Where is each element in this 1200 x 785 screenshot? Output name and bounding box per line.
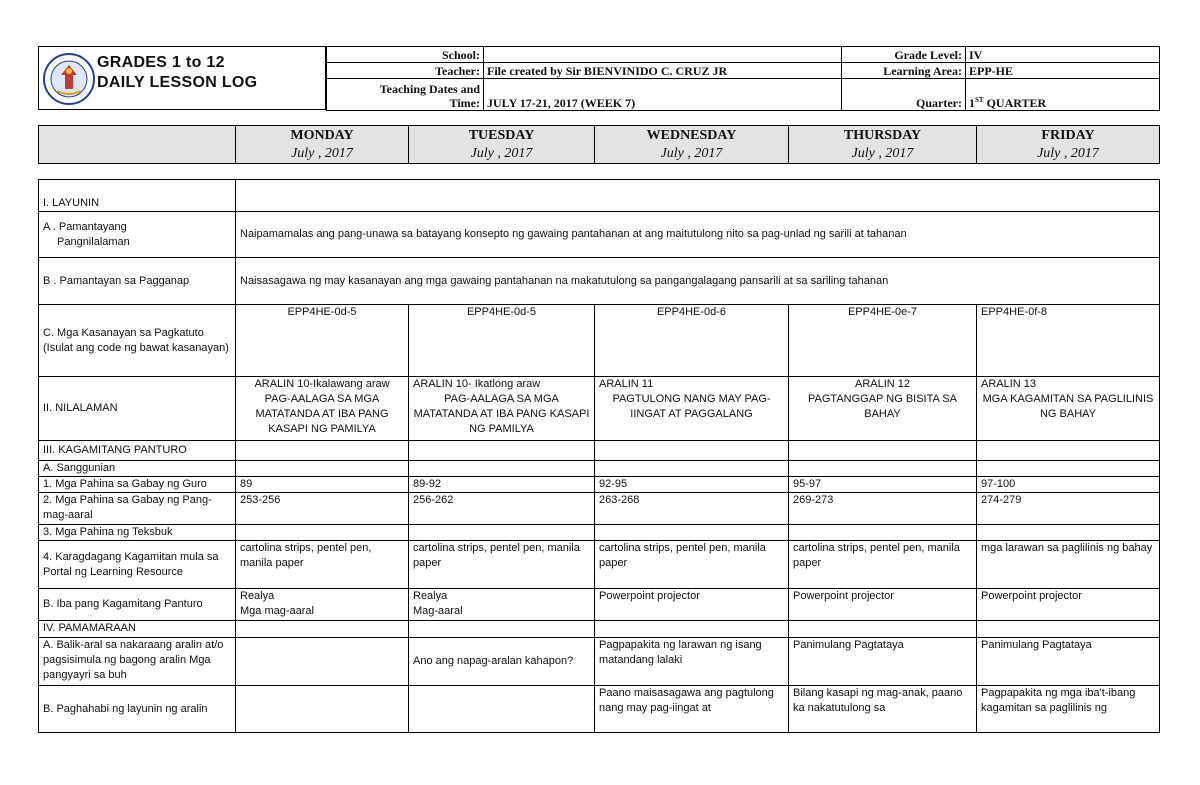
- table-cell[interactable]: [789, 441, 977, 461]
- table-cell[interactable]: [789, 461, 977, 477]
- table-cell[interactable]: Pagpapakita ng mga iba't-ibang kagamitan sa paglilinis ng: [977, 686, 1160, 733]
- day-name: TUESDAY: [468, 127, 535, 143]
- table-cell[interactable]: Paano maisasagawa ang pagtulong nang may pag-iingat at: [595, 686, 789, 733]
- table-cell[interactable]: [789, 621, 977, 638]
- school-label: School:: [327, 47, 484, 63]
- teaching-dates-label-line2: Time:: [449, 96, 480, 110]
- table-cell[interactable]: [977, 461, 1160, 477]
- table-cell[interactable]: 274-279: [977, 493, 1160, 525]
- table-cell[interactable]: [789, 525, 977, 541]
- table-cell[interactable]: 89-92: [409, 477, 595, 493]
- day-tuesday: [409, 126, 595, 164]
- aralin-cell[interactable]: [595, 377, 789, 441]
- table-row: [39, 441, 1160, 461]
- table-cell[interactable]: 253-256: [236, 493, 409, 525]
- row-label-pamantayang-pangnilalaman: [39, 212, 236, 258]
- code-cell[interactable]: EPP4HE-0d-5: [236, 305, 409, 377]
- table-cell[interactable]: [789, 589, 977, 621]
- learning-area-field[interactable]: EPP-HE: [966, 63, 1160, 79]
- grade-level-label: Grade Level:: [842, 47, 966, 63]
- title-daily-lesson-log: DAILY LESSON LOG: [97, 74, 258, 91]
- table-cell[interactable]: cartolina strips, pentel pen, manila paper: [595, 541, 789, 589]
- label-line: Pangnilalaman: [57, 235, 130, 248]
- pamantayan-sa-pagganap-content[interactable]: Naisasagawa ng may kasanayan ang mga gawaing pantahanan na makatutulong sa pangangalagang pansarili at sa sariling tahanan: [236, 258, 1160, 305]
- table-row: [39, 638, 1160, 686]
- day-date: July , 2017: [660, 145, 723, 161]
- quarter-number: 1: [969, 96, 975, 110]
- aralin-cell[interactable]: [409, 377, 595, 441]
- table-row: [39, 541, 1160, 589]
- aralin-cell[interactable]: [977, 377, 1160, 441]
- table-cell[interactable]: 97-100: [977, 477, 1160, 493]
- aralin-title: ARALIN 10- Ikatlong araw: [413, 378, 541, 390]
- code-cell[interactable]: EPP4HE-0d-6: [595, 305, 789, 377]
- table-cell[interactable]: [409, 441, 595, 461]
- table-cell[interactable]: [595, 441, 789, 461]
- table-cell[interactable]: mga larawan sa paglilinis ng bahay: [977, 541, 1160, 589]
- code-cell[interactable]: EPP4HE-0f-8: [977, 305, 1160, 377]
- row-label-karagdagang-kagamitan: 4. Karagdagang Kagamitan mula sa Portal ng Learning Resource: [39, 541, 236, 589]
- day-date: July , 2017: [851, 145, 914, 161]
- table-cell[interactable]: [236, 525, 409, 541]
- aralin-cell[interactable]: [789, 377, 977, 441]
- title-grades: GRADES 1 to 12: [97, 54, 225, 71]
- aralin-topic: PAG-AALAGA SA MGA MATATANDA AT IBA PANG KASAPI NG PAMILYA: [413, 393, 590, 435]
- table-cell[interactable]: cartolina strips, pentel pen, manila paper: [236, 541, 409, 589]
- table-cell[interactable]: Panimulang Pagtataya: [789, 638, 977, 686]
- table-cell[interactable]: 269-273: [789, 493, 977, 525]
- row-label-sanggunian: A. Sanggunian: [39, 461, 236, 477]
- table-row: [39, 477, 1160, 493]
- aralin-topic: PAGTANGGAP NG BISITA SA BAHAY: [808, 393, 957, 420]
- day-name: WEDNESDAY: [646, 127, 737, 143]
- table-cell[interactable]: 89: [236, 477, 409, 493]
- table-row: [39, 621, 1160, 638]
- header-info-table: [326, 46, 1160, 111]
- row-label-gabay-mag-aaral: 2. Mga Pahina sa Gabay ng Pang-mag-aaral: [39, 493, 236, 525]
- aralin-topic: PAGTULONG NANG MAY PAG-IINGAT AT PAGGALANG: [612, 393, 771, 420]
- table-cell[interactable]: [977, 589, 1160, 621]
- table-row: [39, 305, 1160, 377]
- table-row: [39, 212, 1160, 258]
- cell-line: Powerpoint projector: [599, 590, 700, 602]
- row-label-iba-pang-kagamitan: B. Iba pang Kagamitang Panturo: [39, 589, 236, 621]
- cell-line: Mag-aaral: [413, 605, 463, 617]
- table-cell[interactable]: [977, 441, 1160, 461]
- table-cell[interactable]: [236, 589, 409, 621]
- row-label-pamamaraan: IV. PAMAMARAAN: [39, 621, 236, 638]
- days-header-blank: [39, 126, 236, 164]
- table-cell[interactable]: [409, 621, 595, 638]
- quarter-field[interactable]: [966, 79, 1160, 111]
- table-row: [39, 686, 1160, 733]
- teacher-field[interactable]: File created by Sir BIENVINIDO C. CRUZ JR: [484, 63, 842, 79]
- table-cell[interactable]: [236, 686, 409, 733]
- table-cell[interactable]: [595, 589, 789, 621]
- cell-line: Realya: [240, 590, 275, 602]
- table-row: [39, 525, 1160, 541]
- day-thursday: [789, 126, 977, 164]
- table-cell[interactable]: [977, 621, 1160, 638]
- table-cell[interactable]: Ano ang napag-aralan kahapon?: [409, 638, 595, 686]
- day-date: July , 2017: [291, 145, 353, 161]
- teaching-dates-label-line1: Teaching Dates and: [379, 82, 480, 96]
- row-label-layunin: I. LAYUNIN: [39, 180, 236, 212]
- day-name: MONDAY: [290, 127, 354, 143]
- table-cell[interactable]: [409, 589, 595, 621]
- quarter-ordinal: ST: [975, 96, 984, 104]
- table-cell[interactable]: Pagpapakita ng larawan ng isang matandang lalaki: [595, 638, 789, 686]
- table-cell[interactable]: cartolina strips, pentel pen, manila paper: [409, 541, 595, 589]
- row-label-gabay-guro: 1. Mga Pahina sa Gabay ng Guro: [39, 477, 236, 493]
- table-cell[interactable]: [409, 686, 595, 733]
- days-header-table: [38, 125, 1160, 164]
- table-cell[interactable]: [595, 525, 789, 541]
- school-field[interactable]: [484, 47, 842, 63]
- row-label-nilalaman: II. NILALAMAN: [39, 377, 236, 441]
- table-cell[interactable]: [409, 461, 595, 477]
- code-cell[interactable]: EPP4HE-0d-5: [409, 305, 595, 377]
- aralin-topic: MGA KAGAMITAN SA PAGLILINIS NG BAHAY: [982, 393, 1154, 420]
- row-label-paghahabi: B. Paghahabi ng layunin ng aralin: [39, 686, 236, 733]
- day-friday: [977, 126, 1160, 164]
- teacher-label: Teacher:: [327, 63, 484, 79]
- table-row: [39, 589, 1160, 621]
- table-cell[interactable]: [409, 525, 595, 541]
- deped-seal-icon: [43, 51, 95, 107]
- table-cell[interactable]: cartolina strips, pentel pen, manila paper: [789, 541, 977, 589]
- table-row: [39, 258, 1160, 305]
- table-row: [39, 377, 1160, 441]
- day-date: July , 2017: [1037, 145, 1099, 161]
- aralin-title: ARALIN 12: [854, 378, 911, 390]
- cell-line: Powerpoint projector: [981, 590, 1082, 602]
- cell-line: Realya: [413, 590, 448, 602]
- table-row: [39, 180, 1160, 212]
- table-cell[interactable]: 263-268: [595, 493, 789, 525]
- table-cell[interactable]: Bilang kasapi ng mag-anak, paano ka nakatutulong sa: [789, 686, 977, 733]
- day-name: FRIDAY: [1041, 127, 1095, 143]
- aralin-title: ARALIN 10-Ikalawang araw: [254, 378, 390, 390]
- pamantayang-pangnilalaman-content[interactable]: Naipamamalas ang pang-unawa sa batayang konsepto ng gawaing pantahanan at ang maitutulong nito sa pag-unlad ng sarili at tahanan: [236, 212, 1160, 258]
- aralin-cell[interactable]: [236, 377, 409, 441]
- teaching-dates-field[interactable]: JULY 17-21, 2017 (WEEK 7): [484, 79, 842, 111]
- cell-line: Mga mag-aaral: [240, 605, 314, 617]
- row-label-teksbuk: 3. Mga Pahina ng Teksbuk: [39, 525, 236, 541]
- teaching-dates-label: [327, 79, 484, 111]
- header-title-box: [38, 46, 326, 110]
- layunin-content[interactable]: [236, 180, 1160, 212]
- label-line: A . Pamantayang: [43, 220, 127, 233]
- aralin-topic: PAG-AALAGA SA MGA MATATANDA AT IBA PANG KASAPI NG PAMILYA: [255, 393, 389, 435]
- table-cell[interactable]: [236, 638, 409, 686]
- grade-level-field[interactable]: IV: [966, 47, 1160, 63]
- table-cell[interactable]: [236, 461, 409, 477]
- cell-line: Powerpoint projector: [793, 590, 894, 602]
- day-monday: [236, 126, 409, 164]
- row-label-balik-aral: A. Balik-aral sa nakaraang aralin at/o pagsisimula ng bagong aralin Mga pangyayri sa buh: [39, 638, 236, 686]
- table-cell[interactable]: [236, 441, 409, 461]
- row-label-kagamitang-panturo: III. KAGAMITANG PANTURO: [39, 441, 236, 461]
- day-name: THURSDAY: [843, 127, 922, 143]
- table-cell[interactable]: 92-95: [595, 477, 789, 493]
- quarter-label: Quarter:: [842, 79, 966, 111]
- day-date: July , 2017: [470, 145, 533, 161]
- table-cell[interactable]: [595, 461, 789, 477]
- row-label-pamantayan-sa-pagganap: B . Pamantayan sa Pagganap: [39, 258, 236, 305]
- table-cell[interactable]: [977, 525, 1160, 541]
- table-cell[interactable]: Panimulang Pagtataya: [977, 638, 1160, 686]
- table-cell[interactable]: 256-262: [409, 493, 595, 525]
- table-row: [39, 493, 1160, 525]
- lesson-plan-table: [38, 179, 1160, 733]
- aralin-title: ARALIN 13: [981, 378, 1037, 390]
- table-cell[interactable]: [595, 621, 789, 638]
- table-cell[interactable]: 95-97: [789, 477, 977, 493]
- table-cell[interactable]: [236, 621, 409, 638]
- quarter-word: QUARTER: [983, 96, 1047, 110]
- table-row: [39, 461, 1160, 477]
- aralin-title: ARALIN 11: [599, 378, 654, 390]
- row-label-kasanayan: C. Mga Kasanayan sa Pagkatuto (Isulat ang code ng bawat kasanayan): [39, 305, 236, 377]
- learning-area-label: Learning Area:: [842, 63, 966, 79]
- code-cell[interactable]: EPP4HE-0e-7: [789, 305, 977, 377]
- day-wednesday: [595, 126, 789, 164]
